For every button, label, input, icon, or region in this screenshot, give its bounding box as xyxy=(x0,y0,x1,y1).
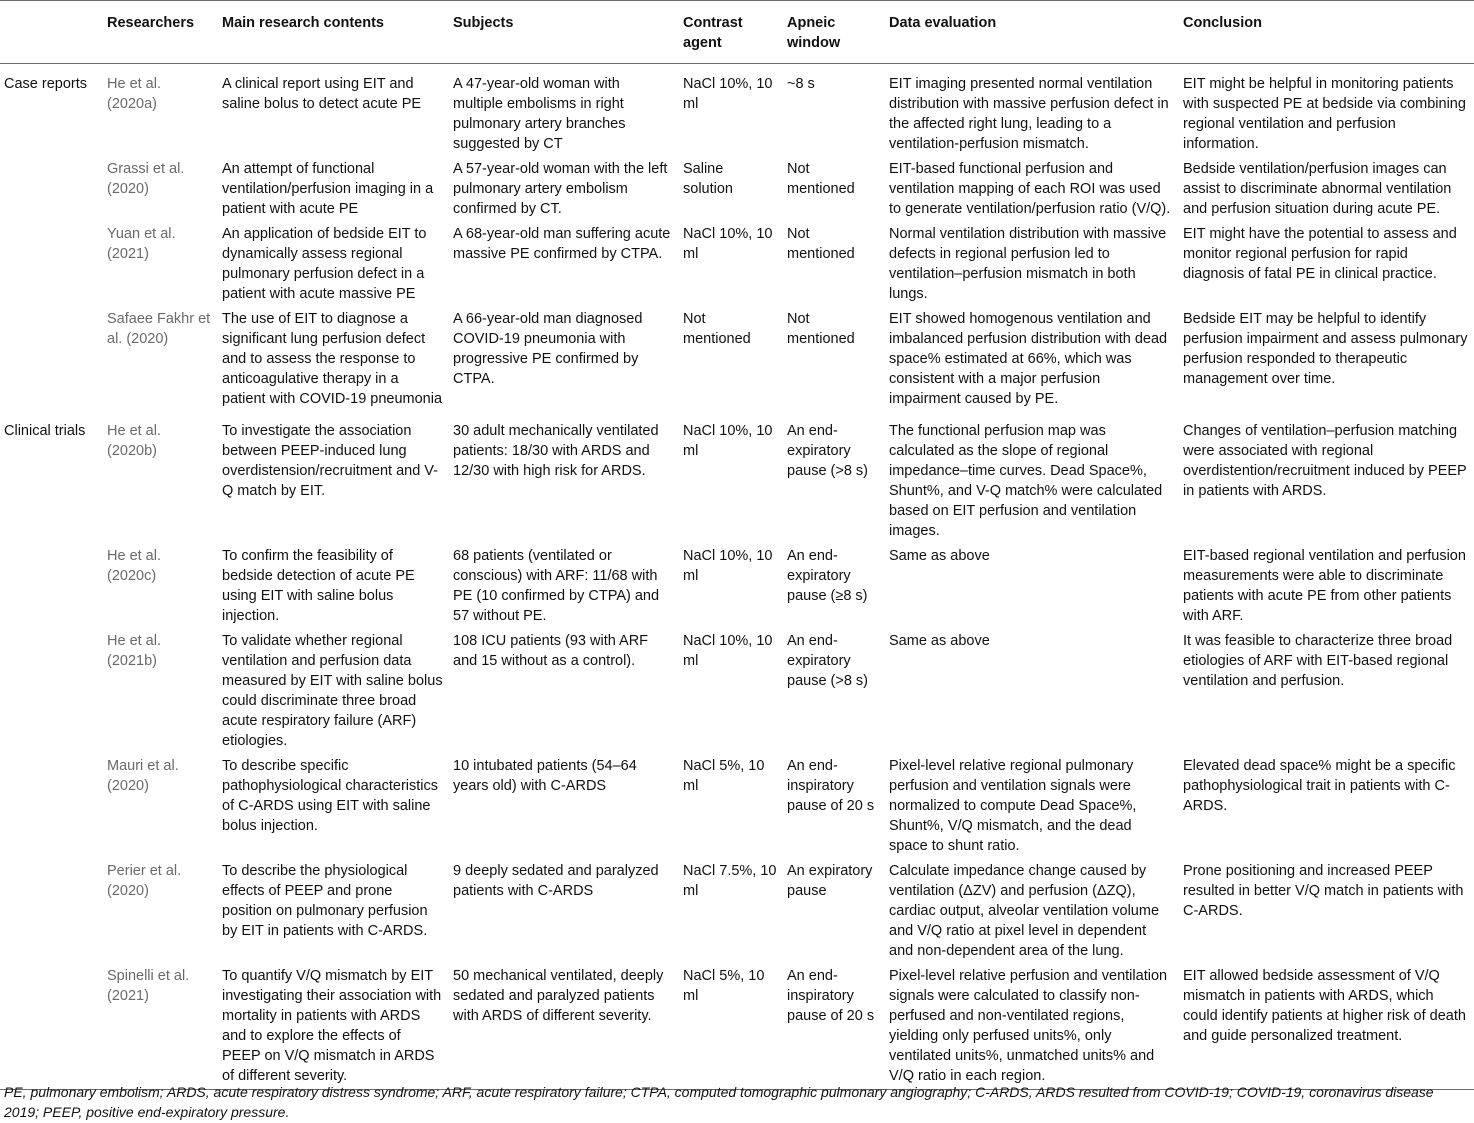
table-footnote: PE, pulmonary embolism; ARDS, acute respiratory distress syndrome; ARF, acute respiratory failure; CTPA, computed tomographic pulmonary angiography; C-ARDS, ARDS resulted from COVID-19; COVID-19, coronavirus disease 2019; PEEP, positive end-expiratory pressure. xyxy=(4,1084,1434,1120)
header-subjects: Subjects xyxy=(449,1,679,64)
cell-contents: An attempt of functional ventilation/perfusion imaging in a patient with acute PE xyxy=(222,161,434,217)
cell-category xyxy=(0,628,103,753)
cell-evaluation: Pixel-level relative perfusion and ventilation signals were calculated to classify non-perfused and non-ventilated regions, yielding only perfused units%, only ventilated units%, unmatched units% and V/Q ratio in each region. xyxy=(885,963,1179,1090)
cell-contrast: Saline solution xyxy=(683,161,733,197)
header-conclusion: Conclusion xyxy=(1179,1,1474,64)
cell-researchers: He et al. (2020c) xyxy=(107,548,161,584)
table-row xyxy=(0,64,1474,157)
cell-contents: A clinical report using EIT and saline bolus to detect acute PE xyxy=(222,76,422,112)
cell-subjects: A 57-year-old woman with the left pulmonary artery embolism confirmed by CT. xyxy=(453,161,668,217)
table-row xyxy=(0,753,1474,858)
table-row xyxy=(0,963,1474,1090)
cell-subjects: A 66-year-old man diagnosed COVID-19 pneumonia with progressive PE confirmed by CTPA. xyxy=(453,311,643,387)
cell-evaluation: Same as above xyxy=(889,548,990,564)
cell-evaluation: Normal ventilation distribution with massive defects in regional perfusion led to ventilation–perfusion mismatch in both lungs. xyxy=(889,226,1167,302)
cell-category xyxy=(0,221,103,306)
cell-researchers: Perier et al. (2020) xyxy=(107,863,182,899)
cell-subjects: A 68-year-old man suffering acute massive PE confirmed by CTPA. xyxy=(453,226,671,262)
cell-researchers: He et al. (2020a) xyxy=(107,76,161,112)
cell-apneic: An end-expiratory pause (≥8 s) xyxy=(787,548,868,604)
cell-contrast: NaCl 7.5%, 10 ml xyxy=(683,863,777,899)
cell-apneic: An end-expiratory pause (>8 s) xyxy=(787,423,869,479)
cell-apneic: Not mentioned xyxy=(787,226,855,262)
cell-category xyxy=(0,858,103,963)
cell-conclusion: Prone positioning and increased PEEP resulted in better V/Q match in patients with C-ARDS. xyxy=(1183,863,1464,919)
cell-category xyxy=(0,963,103,1090)
cell-category xyxy=(0,306,103,411)
cell-category xyxy=(0,543,103,628)
cell-contents: The use of EIT to diagnose a significant lung perfusion defect and to assess the response to anticoagulative therapy in a patient with COVID-19 pneumonia xyxy=(222,311,443,407)
cell-contents: To describe the physiological effects of PEEP and prone position on pulmonary perfusion by EIT in patients with C-ARDS. xyxy=(222,863,428,939)
cell-subjects: 108 ICU patients (93 with ARF and 15 without as a control). xyxy=(453,633,649,669)
cell-evaluation: The functional perfusion map was calculated as the slope of regional impedance–time curves. Dead Space%, Shunt%, and V-Q match% were calculated based on EIT perfusion and ventilation images. xyxy=(889,423,1163,539)
header-researchers: Researchers xyxy=(103,1,218,64)
cell-conclusion: Bedside ventilation/perfusion images can assist to discriminate abnormal ventilation and perfusion situation during acute PE. xyxy=(1183,161,1452,217)
cell-conclusion: It was feasible to characterize three broad etiologies of ARF with EIT-based regional ventilation and perfusion. xyxy=(1183,633,1453,689)
header-row xyxy=(0,1,1474,64)
cell-subjects: 68 patients (ventilated or conscious) with ARF: 11/68 with PE (10 confirmed by CTPA) and 57 without PE. xyxy=(453,548,660,624)
cell-apneic: Not mentioned xyxy=(787,311,855,347)
cell-researchers: Yuan et al. (2021) xyxy=(107,226,176,262)
table-row xyxy=(0,628,1474,753)
header-contents: Main research contents xyxy=(218,1,449,64)
cell-contents: To describe specific pathophysiological characteristics of C-ARDS using EIT with saline bolus injection. xyxy=(222,758,438,834)
cell-contrast: Not mentioned xyxy=(683,311,751,347)
header-category xyxy=(0,1,103,64)
header-evaluation: Data evaluation xyxy=(885,1,1179,64)
table-body xyxy=(0,64,1474,1090)
cell-category xyxy=(0,753,103,858)
cell-conclusion: Changes of ventilation–perfusion matching were associated with regional overdistention/recruitment induced by PEEP in patients with ARDS. xyxy=(1183,423,1467,499)
cell-researchers: He et al. (2020b) xyxy=(107,423,161,459)
cell-researchers: Grassi et al. (2020) xyxy=(107,161,185,197)
cell-apneic: An end-inspiratory pause of 20 s xyxy=(787,758,875,814)
table-row xyxy=(0,858,1474,963)
cell-researchers: Mauri et al. (2020) xyxy=(107,758,179,794)
header-apneic: Apneic window xyxy=(783,1,885,64)
cell-subjects: A 47-year-old woman with multiple embolisms in right pulmonary artery branches suggested by CT xyxy=(453,76,626,152)
cell-apneic: Not mentioned xyxy=(787,161,855,197)
table-header xyxy=(0,1,1474,64)
cell-apneic: An expiratory pause xyxy=(787,863,873,899)
cell-researchers: He et al. (2021b) xyxy=(107,633,161,669)
cell-evaluation: EIT showed homogenous ventilation and imbalanced perfusion distribution with dead space% estimated at 66%, which was consistent with a major perfusion impairment caused by PE. xyxy=(889,311,1168,407)
cell-subjects: 10 intubated patients (54–64 years old) with C-ARDS xyxy=(453,758,637,794)
cell-contrast: NaCl 5%, 10 ml xyxy=(683,758,765,794)
cell-apneic: An end-expiratory pause (>8 s) xyxy=(787,633,869,689)
header-contrast: Contrast agent xyxy=(679,1,783,64)
cell-researchers: Safaee Fakhr et al. (2020) xyxy=(107,311,211,347)
cell-subjects: 50 mechanical ventilated, deeply sedated and paralyzed patients with ARDS of different severity. xyxy=(449,963,679,1090)
cell-conclusion: EIT might be helpful in monitoring patients with suspected PE at bedside via combining regional ventilation and perfusion information. xyxy=(1183,76,1466,152)
cell-category: Case reports xyxy=(4,76,88,92)
cell-evaluation: EIT imaging presented normal ventilation distribution with massive perfusion defect in the affected right lung, leading to a ventilation-perfusion mismatch. xyxy=(889,76,1169,152)
cell-contents: To investigate the association between PEEP-induced lung overdistension/recruitment and V-Q match by EIT. xyxy=(222,423,438,499)
table-row xyxy=(0,156,1474,221)
cell-evaluation: Calculate impedance change caused by ventilation (ΔZV) and perfusion (ΔZQ), cardiac output, alveolar ventilation volume and V/Q ratio at pixel level in dependent and non-dependent area of the lung. xyxy=(889,863,1160,959)
cell-conclusion: EIT might have the potential to assess and monitor regional perfusion for rapid diagnosis of fatal PE in clinical practice. xyxy=(1183,226,1457,282)
cell-apneic: ~8 s xyxy=(787,76,815,92)
cell-subjects: 30 adult mechanically ventilated patients: 18/30 with ARDS and 12/30 with high risk for ARDS. xyxy=(453,423,659,479)
cell-contrast: NaCl 10%, 10 ml xyxy=(683,633,773,669)
cell-contents: To confirm the feasibility of bedside detection of acute PE using EIT with saline bolus injection. xyxy=(222,548,415,624)
cell-contents: To quantify V/Q mismatch by EIT investigating their association with mortality in patients with ARDS and to explore the effects of PEEP on V/Q mismatch in ARDS of different severity. xyxy=(218,963,449,1090)
cell-evaluation: Same as above xyxy=(889,633,990,649)
cell-apneic: An end-inspiratory pause of 20 s xyxy=(783,963,885,1090)
table-row xyxy=(0,543,1474,628)
cell-conclusion: EIT-based regional ventilation and perfusion measurements were able to discriminate patients with acute PE from other patients with ARF. xyxy=(1183,548,1466,624)
table-row xyxy=(0,306,1474,411)
cell-evaluation: EIT-based functional perfusion and ventilation mapping of each ROI was used to generate ventilation/perfusion ratio (V/Q). xyxy=(889,161,1171,217)
cell-contrast: NaCl 5%, 10 ml xyxy=(679,963,783,1090)
cell-contrast: NaCl 10%, 10 ml xyxy=(683,423,773,459)
cell-contrast: NaCl 10%, 10 ml xyxy=(683,548,773,584)
cell-contrast: NaCl 10%, 10 ml xyxy=(683,76,773,112)
table-row xyxy=(0,411,1474,543)
cell-evaluation: Pixel-level relative regional pulmonary perfusion and ventilation signals were normalized to compute Dead Space%, Shunt%, V/Q mismatch, and the dead space to shunt ratio. xyxy=(889,758,1137,854)
cell-conclusion: Elevated dead space% might be a specific pathophysiological trait in patients with C-ARDS. xyxy=(1183,758,1456,814)
cell-conclusion: EIT allowed bedside assessment of V/Q mismatch in patients with ARDS, which could identify patients at higher risk of death and guide personalized treatment. xyxy=(1179,963,1474,1090)
cell-researchers: Spinelli et al. (2021) xyxy=(103,963,218,1090)
cell-contrast: NaCl 10%, 10 ml xyxy=(683,226,773,262)
cell-subjects: 9 deeply sedated and paralyzed patients with C-ARDS xyxy=(453,863,659,899)
cell-contents: An application of bedside EIT to dynamically assess regional pulmonary perfusion defect in a patient with acute massive PE xyxy=(222,226,427,302)
table-row xyxy=(0,221,1474,306)
cell-category xyxy=(0,156,103,221)
cell-contents: To validate whether regional ventilation and perfusion data measured by EIT with saline bolus could discriminate three broad acute respiratory failure (ARF) etiologies. xyxy=(222,633,443,749)
cell-category: Clinical trials xyxy=(4,423,86,439)
cell-conclusion: Bedside EIT may be helpful to identify perfusion impairment and assess pulmonary perfusion responded to therapeutic management over time. xyxy=(1183,311,1468,387)
